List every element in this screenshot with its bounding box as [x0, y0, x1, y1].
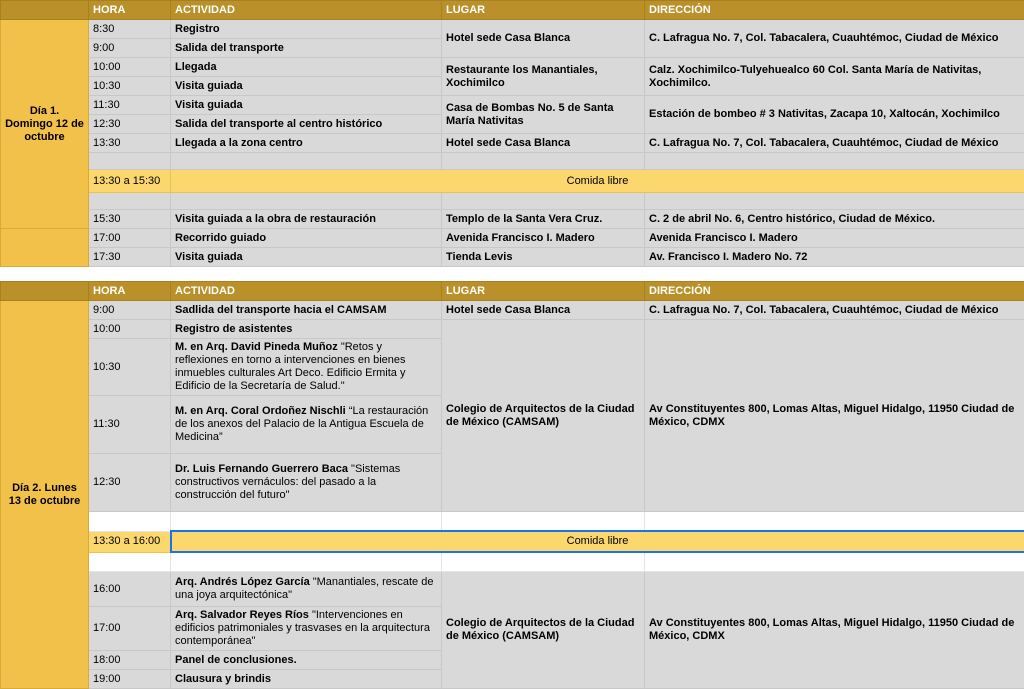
header-corner-cell[interactable] — [1, 282, 89, 301]
talk-title: “La restauración de los anexos del Palacio de la Antigua Escuela de Medicina” — [175, 405, 428, 443]
hora-cell[interactable]: 10:30 — [89, 339, 171, 396]
section-gap — [0, 267, 1024, 281]
hora-cell[interactable]: 15:30 — [89, 210, 171, 229]
actividad-cell[interactable]: Visita guiada — [171, 96, 442, 115]
empty-cell[interactable] — [89, 512, 171, 532]
actividad-cell[interactable]: Recorrido guiado — [171, 229, 442, 248]
hora-cell[interactable]: 12:30 — [89, 454, 171, 512]
hora-cell[interactable]: 8:30 — [89, 20, 171, 39]
talk-title: "Manantiales, rescate de una joya arquitectónica" — [175, 576, 433, 601]
speaker-name: Arq. Salvador Reyes Ríos — [175, 609, 309, 621]
talk-title: "Retos y reflexiones en torno a intervenciones en bienes inmuebles culturales Art Deco. Edificio Ermita y Edificio de la Secretaría de Salud." — [175, 341, 406, 392]
table-row — [1, 96, 1024, 115]
actividad-cell[interactable]: Visita guiada — [171, 77, 442, 96]
actividad-cell[interactable] — [171, 396, 442, 454]
actividad-cell[interactable]: Salida del transporte — [171, 39, 442, 58]
empty-cell[interactable] — [645, 193, 1024, 210]
lugar-cell[interactable]: Templo de la Santa Vera Cruz. — [442, 210, 645, 229]
empty-cell[interactable] — [645, 153, 1024, 170]
empty-cell[interactable] — [89, 193, 171, 210]
empty-cell[interactable] — [442, 552, 645, 572]
table-row-blank — [1, 512, 1024, 532]
direccion-cell[interactable]: Avenida Francisco I. Madero — [645, 229, 1024, 248]
speaker-name: Arq. Andrés López García — [175, 576, 310, 588]
direccion-cell[interactable]: Av Constituyentes 800, Lomas Altas, Miguel Hidalgo, 11950 Ciudad de México, CDMX — [645, 320, 1024, 512]
direccion-cell[interactable]: C. Lafragua No. 7, Col. Tabacalera, Cuauhtémoc, Ciudad de México — [645, 301, 1024, 320]
table-row — [1, 301, 1024, 320]
empty-cell[interactable] — [645, 512, 1024, 532]
empty-cell[interactable] — [442, 193, 645, 210]
header-direccion[interactable]: DIRECCIÓN — [645, 282, 1024, 301]
empty-cell[interactable] — [645, 552, 1024, 572]
hora-cell[interactable]: 16:00 — [89, 572, 171, 607]
table-row — [1, 58, 1024, 77]
lunch-row — [1, 531, 1024, 552]
speaker-name: Dr. Luis Fernando Guerrero Baca — [175, 463, 348, 475]
hora-cell[interactable]: 18:00 — [89, 651, 171, 670]
day1-label-continued[interactable] — [1, 229, 89, 267]
actividad-cell[interactable]: Registro de asistentes — [171, 320, 442, 339]
lunch-row — [1, 170, 1024, 193]
actividad-cell[interactable]: Sadlida del transporte hacia el CAMSAM — [171, 301, 442, 320]
header-hora[interactable]: HORA — [89, 1, 171, 20]
table-row — [1, 320, 1024, 339]
direccion-cell[interactable]: Calz. Xochimilco-Tulyehuealco 60 Col. Santa María de Nativitas, Xochimilco. — [645, 58, 1024, 96]
lugar-cell[interactable]: Avenida Francisco I. Madero — [442, 229, 645, 248]
hora-cell[interactable]: 10:30 — [89, 77, 171, 96]
hora-cell[interactable]: 13:30 a 16:00 — [89, 531, 171, 552]
hora-cell[interactable]: 11:30 — [89, 396, 171, 454]
lugar-cell[interactable]: Hotel sede Casa Blanca — [442, 20, 645, 58]
direccion-cell[interactable]: Av Constituyentes 800, Lomas Altas, Miguel Hidalgo, 11950 Ciudad de México, CDMX — [645, 572, 1024, 689]
actividad-cell[interactable] — [171, 454, 442, 512]
lugar-cell[interactable]: Hotel sede Casa Blanca — [442, 301, 645, 320]
empty-cell[interactable] — [89, 552, 171, 572]
day2-label[interactable]: Día 2. Lunes 13 de octubre — [1, 301, 89, 689]
schedule-table-day1 — [0, 0, 1024, 267]
hora-cell[interactable]: 12:30 — [89, 115, 171, 134]
empty-cell[interactable] — [442, 512, 645, 532]
table-row — [1, 248, 1024, 267]
hora-cell[interactable]: 17:00 — [89, 229, 171, 248]
header-lugar[interactable]: LUGAR — [442, 1, 645, 20]
day1-label[interactable]: Día 1. Domingo 12 de octubre — [1, 20, 89, 229]
actividad-cell[interactable] — [171, 339, 442, 396]
table-row — [1, 134, 1024, 153]
actividad-cell[interactable]: Llegada — [171, 58, 442, 77]
actividad-cell[interactable]: Panel de conclusiones. — [171, 651, 442, 670]
lunch-cell[interactable]: Comida libre — [171, 170, 1024, 193]
actividad-cell[interactable]: Visita guiada — [171, 248, 442, 267]
lugar-cell[interactable]: Hotel sede Casa Blanca — [442, 134, 645, 153]
hora-cell[interactable]: 9:00 — [89, 301, 171, 320]
header-actividad[interactable]: ACTIVIDAD — [171, 282, 442, 301]
table-row — [1, 210, 1024, 229]
lugar-cell[interactable]: Tienda Levis — [442, 248, 645, 267]
hora-cell[interactable]: 13:30 a 15:30 — [89, 170, 171, 193]
table-row — [1, 229, 1024, 248]
lugar-cell[interactable]: Colegio de Arquitectos de la Ciudad de México (CAMSAM) — [442, 572, 645, 689]
direccion-cell[interactable]: Estación de bombeo # 3 Nativitas, Zacapa 10, Xaltocán, Xochimilco — [645, 96, 1024, 134]
empty-cell[interactable] — [442, 153, 645, 170]
talk-title: "Intervenciones en edificios patrimoniales y trasvases en la arquitectura contemporánea" — [175, 609, 430, 647]
actividad-cell[interactable]: Salida del transporte al centro histórico — [171, 115, 442, 134]
table-row-blank — [1, 552, 1024, 572]
speaker-name: M. en Arq. Coral Ordoñez Nischli — [175, 405, 346, 417]
header-actividad[interactable]: ACTIVIDAD — [171, 1, 442, 20]
empty-cell[interactable] — [171, 552, 442, 572]
talk-title: "Sistemas constructivos vernáculos: del pasado a la construcción del futuro" — [175, 463, 400, 501]
table-row-blank — [1, 153, 1024, 170]
header-hora[interactable]: HORA — [89, 282, 171, 301]
hora-cell[interactable]: 10:00 — [89, 320, 171, 339]
header-lugar[interactable]: LUGAR — [442, 282, 645, 301]
speaker-name: M. en Arq. David Pineda Muñoz — [175, 341, 338, 353]
actividad-cell[interactable]: Llegada a la zona centro — [171, 134, 442, 153]
actividad-cell[interactable] — [171, 572, 442, 607]
lunch-cell-selected[interactable]: Comida libre — [171, 531, 1024, 552]
header-row — [1, 282, 1024, 301]
hora-cell[interactable]: 17:30 — [89, 248, 171, 267]
empty-cell[interactable] — [171, 153, 442, 170]
hora-cell[interactable]: 19:00 — [89, 670, 171, 689]
empty-cell[interactable] — [171, 512, 442, 532]
table-row-blank — [1, 193, 1024, 210]
lugar-cell[interactable]: Restaurante los Manantiales, Xochimilco — [442, 58, 645, 96]
direccion-cell[interactable]: C. 2 de abril No. 6, Centro histórico, Ciudad de México. — [645, 210, 1024, 229]
empty-cell[interactable] — [89, 153, 171, 170]
header-row — [1, 1, 1024, 20]
direccion-cell[interactable]: C. Lafragua No. 7, Col. Tabacalera, Cuauhtémoc, Ciudad de México — [645, 134, 1024, 153]
schedule-table-day2 — [0, 281, 1024, 689]
direccion-cell[interactable]: C. Lafragua No. 7, Col. Tabacalera, Cuauhtémoc, Ciudad de México — [645, 20, 1024, 58]
actividad-cell[interactable]: Clausura y brindis — [171, 670, 442, 689]
actividad-cell[interactable]: Visita guiada a la obra de restauración — [171, 210, 442, 229]
empty-cell[interactable] — [171, 193, 442, 210]
hora-cell[interactable]: 17:00 — [89, 607, 171, 651]
hora-cell[interactable]: 11:30 — [89, 96, 171, 115]
header-direccion[interactable]: DIRECCIÓN — [645, 1, 1024, 20]
lugar-cell[interactable]: Colegio de Arquitectos de la Ciudad de México (CAMSAM) — [442, 320, 645, 512]
lugar-cell[interactable]: Casa de Bombas No. 5 de Santa María Nativitas — [442, 96, 645, 134]
table-row — [1, 20, 1024, 39]
direccion-cell[interactable]: Av. Francisco I. Madero No. 72 — [645, 248, 1024, 267]
actividad-cell[interactable]: Registro — [171, 20, 442, 39]
hora-cell[interactable]: 10:00 — [89, 58, 171, 77]
hora-cell[interactable]: 13:30 — [89, 134, 171, 153]
table-row — [1, 572, 1024, 607]
actividad-cell[interactable] — [171, 607, 442, 651]
hora-cell[interactable]: 9:00 — [89, 39, 171, 58]
header-corner-cell[interactable] — [1, 1, 89, 20]
